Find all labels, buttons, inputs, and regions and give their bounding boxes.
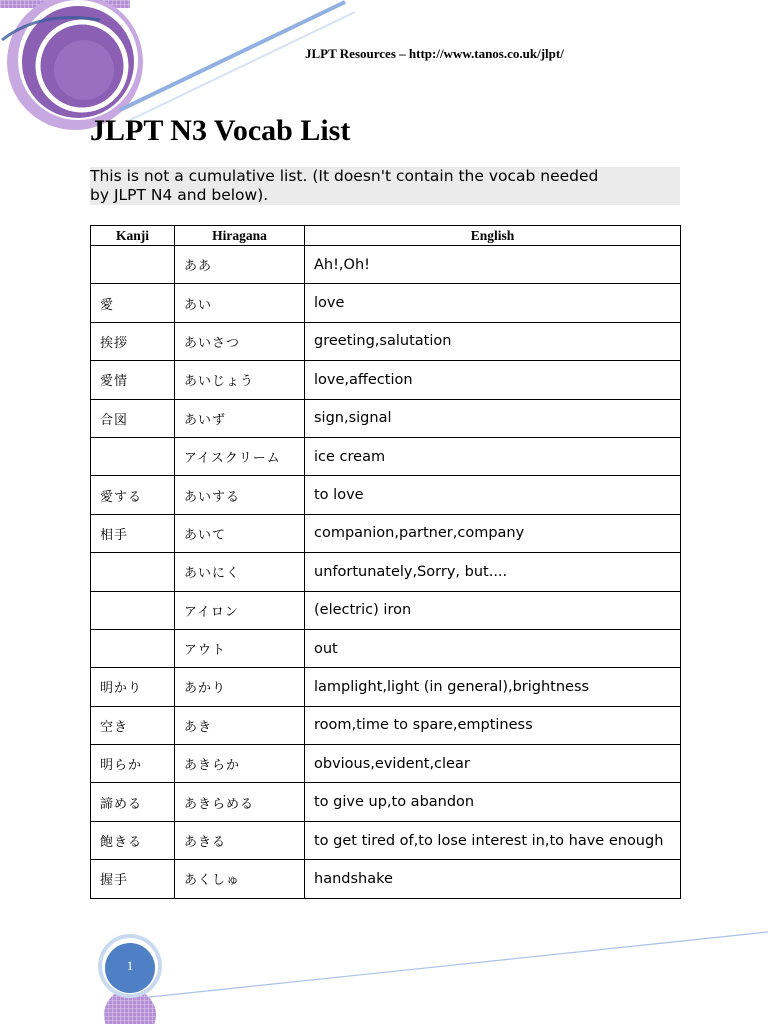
- intro-line-1: This is not a cumulative list. (It doesn't contain the vocab needed: [90, 167, 599, 185]
- table-row: [91, 821, 681, 859]
- english-cell: to love: [305, 476, 681, 514]
- table-row: [91, 629, 681, 667]
- english-cell: room,time to spare,emptiness: [305, 706, 681, 744]
- kanji-cell: 握手: [91, 860, 175, 898]
- kanji-cell: 飽きる: [91, 821, 175, 859]
- english-cell: ice cream: [305, 437, 681, 475]
- english-cell: (electric) iron: [305, 591, 681, 629]
- hiragana-cell: あいず: [175, 399, 305, 437]
- hiragana-cell: あきらか: [175, 745, 305, 783]
- kanji-cell: [91, 629, 175, 667]
- kanji-cell: 合図: [91, 399, 175, 437]
- hiragana-cell: アイロン: [175, 591, 305, 629]
- table-row: [91, 284, 681, 322]
- table-row: [91, 399, 681, 437]
- hiragana-cell: アウト: [175, 629, 305, 667]
- resource-header: JLPT Resources – http://www.tanos.co.uk/jlpt/: [305, 46, 564, 61]
- table-row: [91, 860, 681, 898]
- kanji-cell: [91, 246, 175, 284]
- kanji-cell: [91, 437, 175, 475]
- english-cell: love,affection: [305, 361, 681, 399]
- vocab-table: [90, 225, 681, 899]
- table-row: [91, 706, 681, 744]
- vocab-table-body: [91, 246, 681, 899]
- english-cell: Ah!,Oh!: [305, 246, 681, 284]
- table-row: [91, 361, 681, 399]
- footer-line: [140, 932, 768, 998]
- inner-circle: [54, 40, 114, 100]
- table-row: [91, 322, 681, 360]
- table-header-row: [91, 226, 681, 246]
- english-cell: sign,signal: [305, 399, 681, 437]
- intro-line-2: by JLPT N4 and below).: [90, 186, 269, 204]
- hiragana-cell: あい: [175, 284, 305, 322]
- english-cell: to give up,to abandon: [305, 783, 681, 821]
- kanji-cell: 明らか: [91, 745, 175, 783]
- english-cell: out: [305, 629, 681, 667]
- english-cell: obvious,evident,clear: [305, 745, 681, 783]
- kanji-cell: [91, 553, 175, 591]
- hiragana-cell: アイスクリーム: [175, 437, 305, 475]
- table-row: [91, 553, 681, 591]
- kanji-cell: [91, 591, 175, 629]
- kanji-cell: 空き: [91, 706, 175, 744]
- kanji-header: Kanji: [91, 226, 175, 246]
- kanji-cell: 明かり: [91, 668, 175, 706]
- english-cell: lamplight,light (in general),brightness: [305, 668, 681, 706]
- hiragana-cell: あいて: [175, 514, 305, 552]
- english-cell: to get tired of,to lose interest in,to have enough: [305, 821, 681, 859]
- hiragana-cell: あいじょう: [175, 361, 305, 399]
- table-row: [91, 476, 681, 514]
- hiragana-cell: あき: [175, 706, 305, 744]
- page-title: JLPT N3 Vocab List: [90, 114, 351, 147]
- hiragana-cell: ああ: [175, 246, 305, 284]
- hiragana-cell: あきる: [175, 821, 305, 859]
- table-row: [91, 246, 681, 284]
- hiragana-cell: あきらめる: [175, 783, 305, 821]
- table-row: [91, 783, 681, 821]
- kanji-cell: 愛: [91, 284, 175, 322]
- intro-note: [90, 167, 680, 205]
- kanji-cell: 相手: [91, 514, 175, 552]
- hiragana-cell: あかり: [175, 668, 305, 706]
- english-cell: love: [305, 284, 681, 322]
- hiragana-header: Hiragana: [175, 226, 305, 246]
- hiragana-cell: あいにく: [175, 553, 305, 591]
- english-header: English: [305, 226, 681, 246]
- table-row: [91, 745, 681, 783]
- english-cell: handshake: [305, 860, 681, 898]
- kanji-cell: 愛情: [91, 361, 175, 399]
- table-row: [91, 514, 681, 552]
- light-diagonal-line: [130, 12, 355, 120]
- table-row: [91, 437, 681, 475]
- kanji-cell: 挨拶: [91, 322, 175, 360]
- english-cell: unfortunately,Sorry, but....: [305, 553, 681, 591]
- kanji-cell: 愛する: [91, 476, 175, 514]
- hiragana-cell: あくしゅ: [175, 860, 305, 898]
- hiragana-cell: あいさつ: [175, 322, 305, 360]
- kanji-cell: 諦める: [91, 783, 175, 821]
- table-row: [91, 668, 681, 706]
- hiragana-cell: あいする: [175, 476, 305, 514]
- page-number: 1: [126, 958, 134, 973]
- english-cell: greeting,salutation: [305, 322, 681, 360]
- english-cell: companion,partner,company: [305, 514, 681, 552]
- table-row: [91, 591, 681, 629]
